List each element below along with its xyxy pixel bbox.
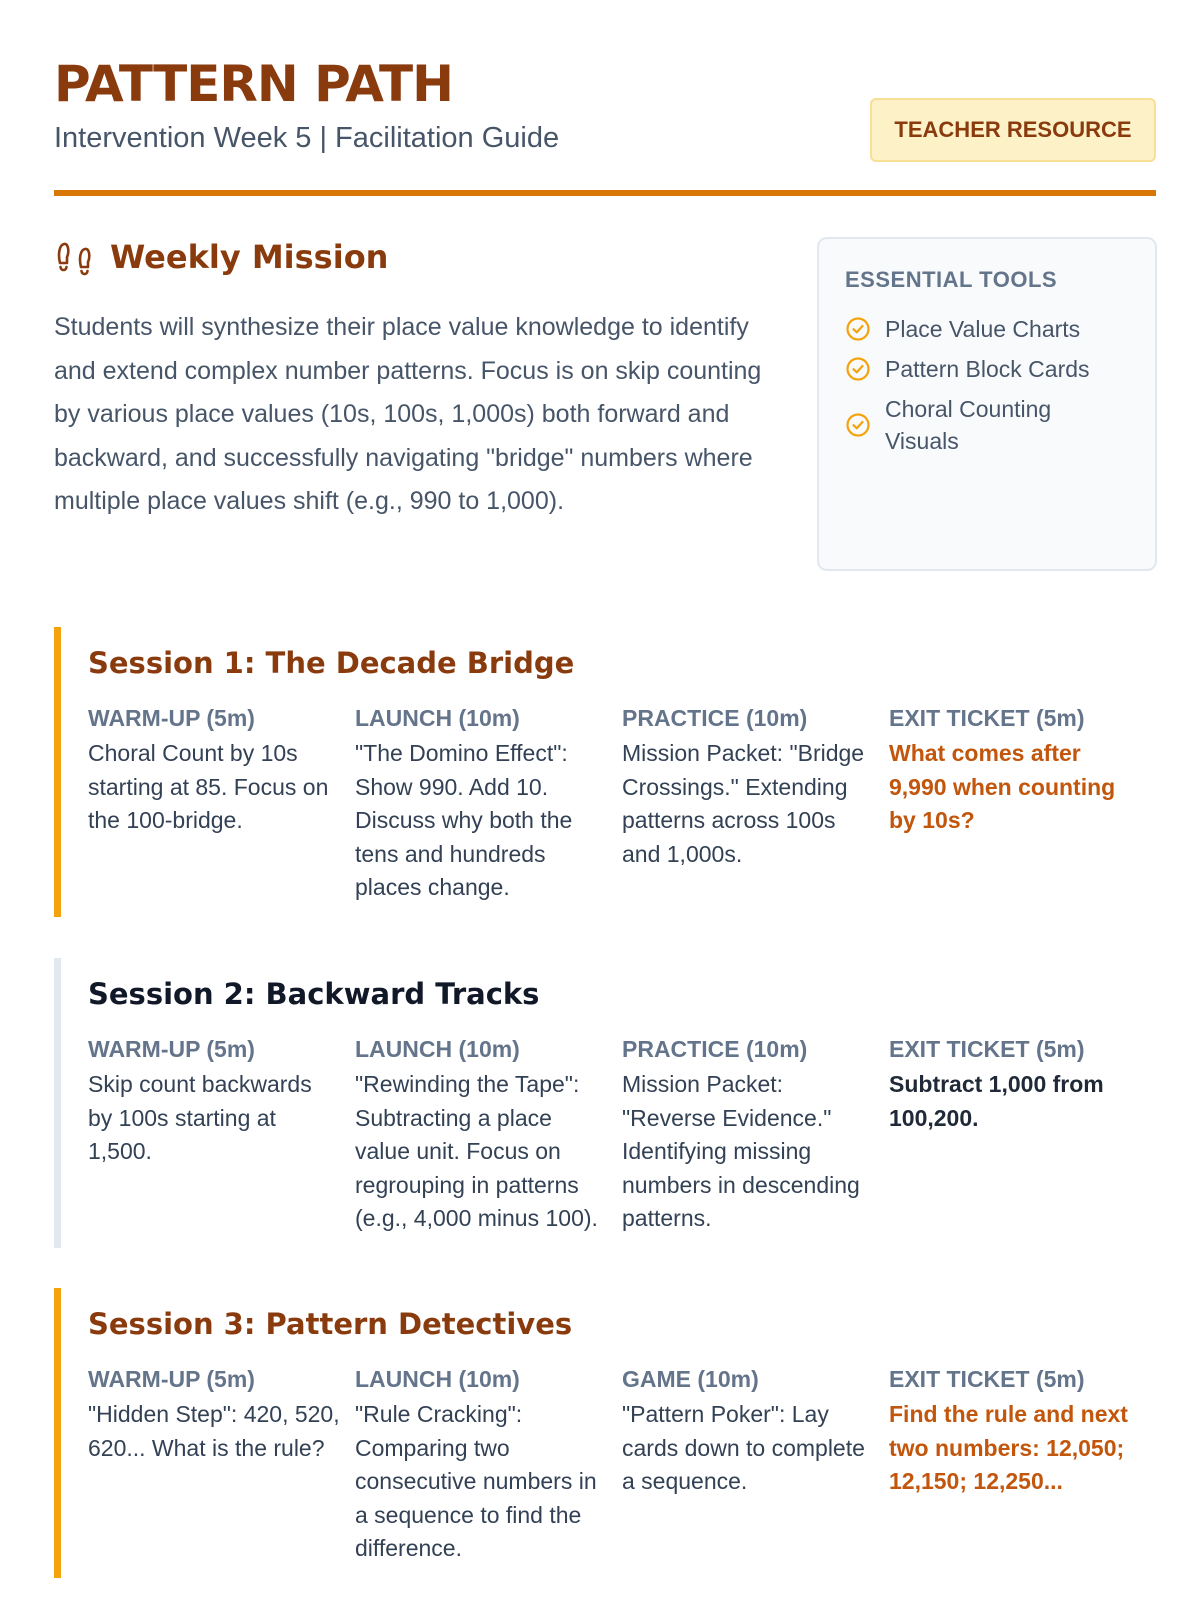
- session-activities: [88, 703, 1156, 905]
- activity-warm-up: [88, 1034, 355, 1236]
- activity-label: EXIT TICKET (5m): [889, 1036, 1085, 1062]
- activity-practice: [622, 703, 889, 905]
- essential-tools-card: [817, 237, 1157, 571]
- exit-ticket-question: Subtract 1,000 from 100,200.: [889, 1071, 1104, 1131]
- tools-title: ESSENTIAL TOOLS: [845, 267, 1058, 292]
- activity-text: "Pattern Poker": Lay cards down to complete a sequence.: [622, 1401, 865, 1495]
- activity-exit-ticket: [889, 1034, 1156, 1236]
- activity-label: PRACTICE (10m): [622, 705, 808, 731]
- activity-label: EXIT TICKET (5m): [889, 1366, 1085, 1392]
- check-circle-icon: [845, 356, 871, 382]
- session-title: Session 2: Backward Tracks: [88, 977, 540, 1011]
- check-circle-icon: [845, 316, 871, 342]
- tool-label: Pattern Block Cards: [885, 356, 1090, 382]
- activity-label: LAUNCH (10m): [355, 1366, 520, 1392]
- activity-exit-ticket: [889, 1364, 1156, 1566]
- activity-game: [622, 1364, 889, 1566]
- session-1: [54, 627, 1156, 917]
- activity-text: Choral Count by 10s starting at 85. Focus on the 100-bridge.: [88, 740, 329, 834]
- session-activities: [88, 1034, 1156, 1236]
- activity-label: WARM-UP (5m): [88, 1366, 255, 1392]
- session-2: [54, 958, 1156, 1248]
- activity-label: EXIT TICKET (5m): [889, 705, 1085, 731]
- tool-item: [845, 353, 1129, 385]
- mission-description: Students will synthesize their place value knowledge to identify and extend complex number patterns. Focus is on skip counting by various place values (10s, 100s, 1,000s) both forward and backward, and successfully navigating "bridge" numbers where multiple place values shift (e.g., 990 to 1,000).: [54, 313, 762, 516]
- page-title: PATTERN PATH: [54, 55, 453, 113]
- footprints-icon: [54, 237, 94, 277]
- activity-label: LAUNCH (10m): [355, 1036, 520, 1062]
- activity-launch: [355, 1034, 622, 1236]
- page-header: [54, 54, 1156, 196]
- activity-exit-ticket: [889, 703, 1156, 905]
- activity-text: "Rewinding the Tape": Subtracting a place value unit. Focus on regrouping in patterns (e.g., 4,000 minus 100).: [355, 1071, 598, 1232]
- mission-heading: [54, 237, 388, 277]
- exit-ticket-question: What comes after 9,990 when counting by 10s?: [889, 740, 1116, 834]
- teacher-resource-badge: TEACHER RESOURCE: [870, 98, 1156, 162]
- activity-label: LAUNCH (10m): [355, 705, 520, 731]
- activity-launch: [355, 1364, 622, 1566]
- session-title: Session 1: The Decade Bridge: [88, 646, 575, 680]
- tool-item: [845, 393, 1129, 457]
- activity-warm-up: [88, 1364, 355, 1566]
- session-3: [54, 1288, 1156, 1578]
- page-subtitle: Intervention Week 5 | Facilitation Guide: [54, 122, 560, 154]
- activity-text: "Rule Cracking": Comparing two consecutive numbers in a sequence to find the difference.: [355, 1401, 597, 1562]
- activity-text: Mission Packet: "Reverse Evidence." Identifying missing numbers in descending patterns.: [622, 1071, 860, 1232]
- session-activities: [88, 1364, 1156, 1566]
- activity-label: WARM-UP (5m): [88, 1036, 255, 1062]
- tool-item: [845, 313, 1129, 345]
- tool-label: Place Value Charts: [885, 316, 1081, 342]
- mission-title: Weekly Mission: [110, 238, 389, 276]
- activity-label: GAME (10m): [622, 1366, 759, 1392]
- activity-warm-up: [88, 703, 355, 905]
- activity-launch: [355, 703, 622, 905]
- activity-text: "Hidden Step": 420, 520, 620... What is the rule?: [88, 1401, 340, 1461]
- activity-practice: [622, 1034, 889, 1236]
- activity-text: "The Domino Effect": Show 990. Add 10. Discuss why both the tens and hundreds places change.: [355, 740, 573, 901]
- activity-text: Skip count backwards by 100s starting at 1,500.: [88, 1071, 312, 1165]
- check-circle-icon: [845, 412, 871, 438]
- activity-text: Mission Packet: "Bridge Crossings." Extending patterns across 100s and 1,000s.: [622, 740, 865, 867]
- tool-label: Choral Counting Visuals: [885, 396, 1052, 454]
- activity-label: WARM-UP (5m): [88, 705, 255, 731]
- exit-ticket-question: Find the rule and next two numbers: 12,050; 12,150; 12,250...: [889, 1401, 1128, 1495]
- activity-label: PRACTICE (10m): [622, 1036, 808, 1062]
- session-title: Session 3: Pattern Detectives: [88, 1307, 573, 1341]
